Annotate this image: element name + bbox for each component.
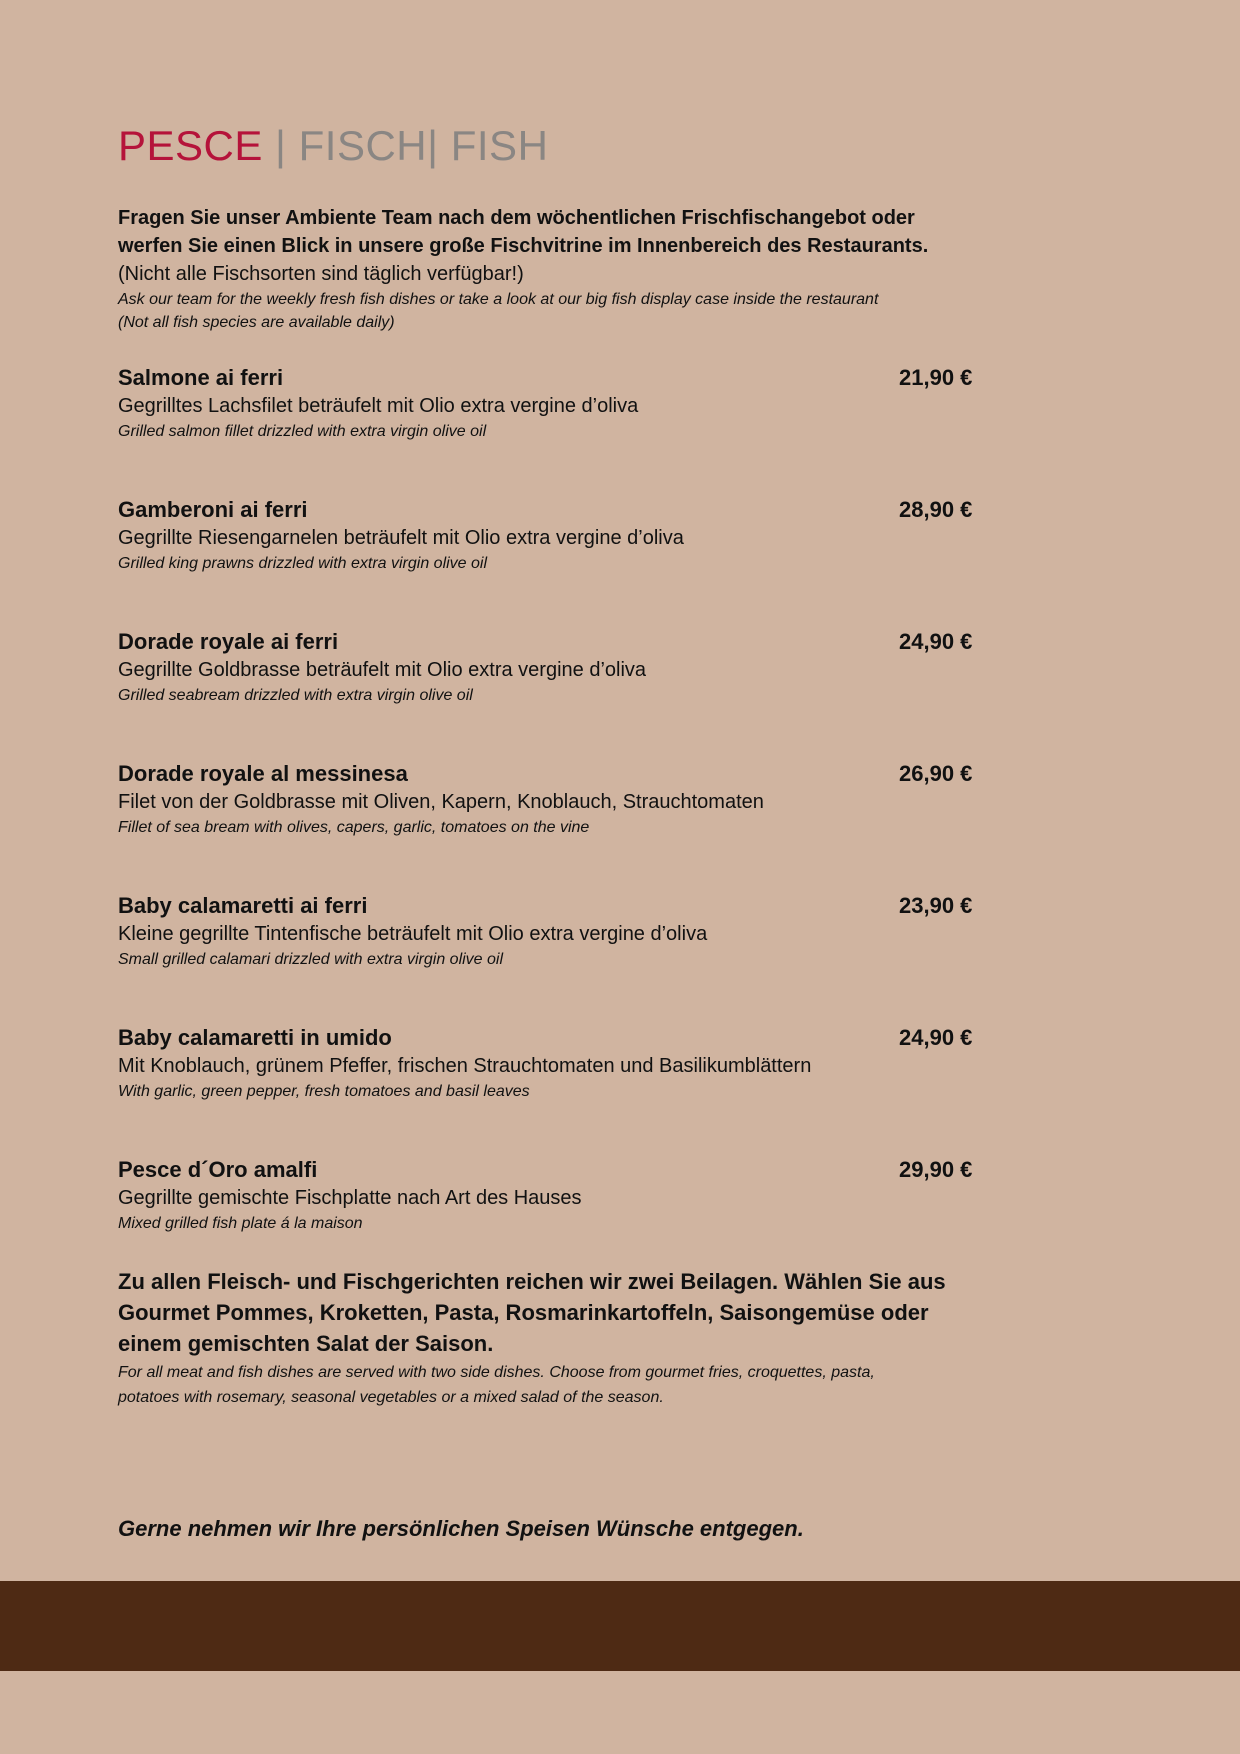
item-name: Baby calamaretti ai ferri [118, 893, 368, 918]
item-description-de: Gegrilltes Lachsfilet beträufelt mit Olio extra vergine d’oliva [118, 395, 639, 417]
intro-de-line: werfen Sie einen Blick in unsere große Fischvitrine im Innenbereich des Restaurants. [118, 235, 929, 257]
item-name: Baby calamaretti in umido [118, 1025, 392, 1050]
item-description-en: Fillet of sea bream with olives, capers, garlic, tomatoes on the vine [118, 819, 590, 836]
footer-bar [0, 1581, 1240, 1671]
item-description-de: Gegrillte Riesengarnelen beträufelt mit Olio extra vergine d’oliva [118, 527, 684, 549]
menu-items-list [118, 364, 1118, 1288]
item-price: 23,90 € [899, 893, 973, 918]
item-description-en: Small grilled calamari drizzled with extra virgin olive oil [118, 951, 504, 968]
intro-section [118, 204, 1078, 334]
item-description-en: Mixed grilled fish plate á la maison [118, 1215, 363, 1232]
item-name: Dorade royale ai ferri [118, 629, 339, 654]
closing-note: Gerne nehmen wir Ihre persönlichen Speisen Wünsche entgegen. [118, 1516, 804, 1541]
intro-en-line: Ask our team for the weekly fresh fish dishes or take a look at our big fish display case inside the restaurant [118, 291, 879, 308]
item-description-de: Gegrillte Goldbrasse beträufelt mit Olio extra vergine d’oliva [118, 659, 647, 681]
item-description-en: Grilled seabream drizzled with extra virgin olive oil [118, 687, 473, 704]
sides-de-line: Zu allen Fleisch- und Fischgerichten reichen wir zwei Beilagen. Wählen Sie aus [118, 1269, 946, 1294]
menu-item [118, 1024, 1118, 1156]
item-price: 29,90 € [899, 1157, 973, 1182]
item-price: 24,90 € [899, 1025, 973, 1050]
intro-en-note: (Not all fish species are available daily) [118, 314, 395, 331]
item-description-de: Mit Knoblauch, grünem Pfeffer, frischen Strauchtomaten und Basilikumblättern [118, 1055, 812, 1077]
item-description-en: With garlic, green pepper, fresh tomatoes and basil leaves [118, 1083, 530, 1100]
item-price: 26,90 € [899, 761, 973, 786]
item-description-de: Gegrillte gemischte Fischplatte nach Art des Hauses [118, 1187, 582, 1209]
title-separator: | [427, 122, 451, 169]
item-price: 28,90 € [899, 497, 973, 522]
menu-item [118, 892, 1118, 1024]
page-title [118, 120, 548, 172]
intro-de-note: (Nicht alle Fischsorten sind täglich verfügbar!) [118, 263, 524, 285]
title-german: FISCH [298, 122, 428, 169]
item-price: 24,90 € [899, 629, 973, 654]
item-name: Dorade royale al messinesa [118, 761, 408, 786]
title-italian: PESCE [118, 122, 263, 169]
menu-item [118, 496, 1118, 628]
menu-item [118, 364, 1118, 496]
item-description-en: Grilled king prawns drizzled with extra virgin olive oil [118, 555, 488, 572]
item-description-de: Kleine gegrillte Tintenfische beträufelt mit Olio extra vergine d’oliva [118, 923, 708, 945]
item-price: 21,90 € [899, 365, 973, 390]
sides-en-line: For all meat and fish dishes are served with two side dishes. Choose from gourmet fries, croquettes, pasta, [118, 1364, 875, 1381]
sides-de-line: Gourmet Pommes, Kroketten, Pasta, Rosmarinkartoffeln, Saisongemüse oder [118, 1300, 929, 1325]
sides-de-line: einem gemischten Salat der Saison. [118, 1331, 494, 1356]
menu-item [118, 760, 1118, 892]
item-description-de: Filet von der Goldbrasse mit Oliven, Kapern, Knoblauch, Strauchtomaten [118, 791, 764, 813]
sides-en-line: potatoes with rosemary, seasonal vegetables or a mixed salad of the season. [118, 1389, 664, 1406]
title-english: FISH [450, 122, 549, 169]
item-description-en: Grilled salmon fillet drizzled with extra virgin olive oil [118, 423, 487, 440]
item-name: Gamberoni ai ferri [118, 497, 308, 522]
side-dishes-note [118, 1266, 1078, 1409]
intro-de-line: Fragen Sie unser Ambiente Team nach dem wöchentlichen Frischfischangebot oder [118, 207, 915, 229]
menu-item [118, 628, 1118, 760]
item-name: Salmone ai ferri [118, 365, 284, 390]
title-separator: | [262, 122, 299, 169]
item-name: Pesce d´Oro amalfi [118, 1157, 318, 1182]
